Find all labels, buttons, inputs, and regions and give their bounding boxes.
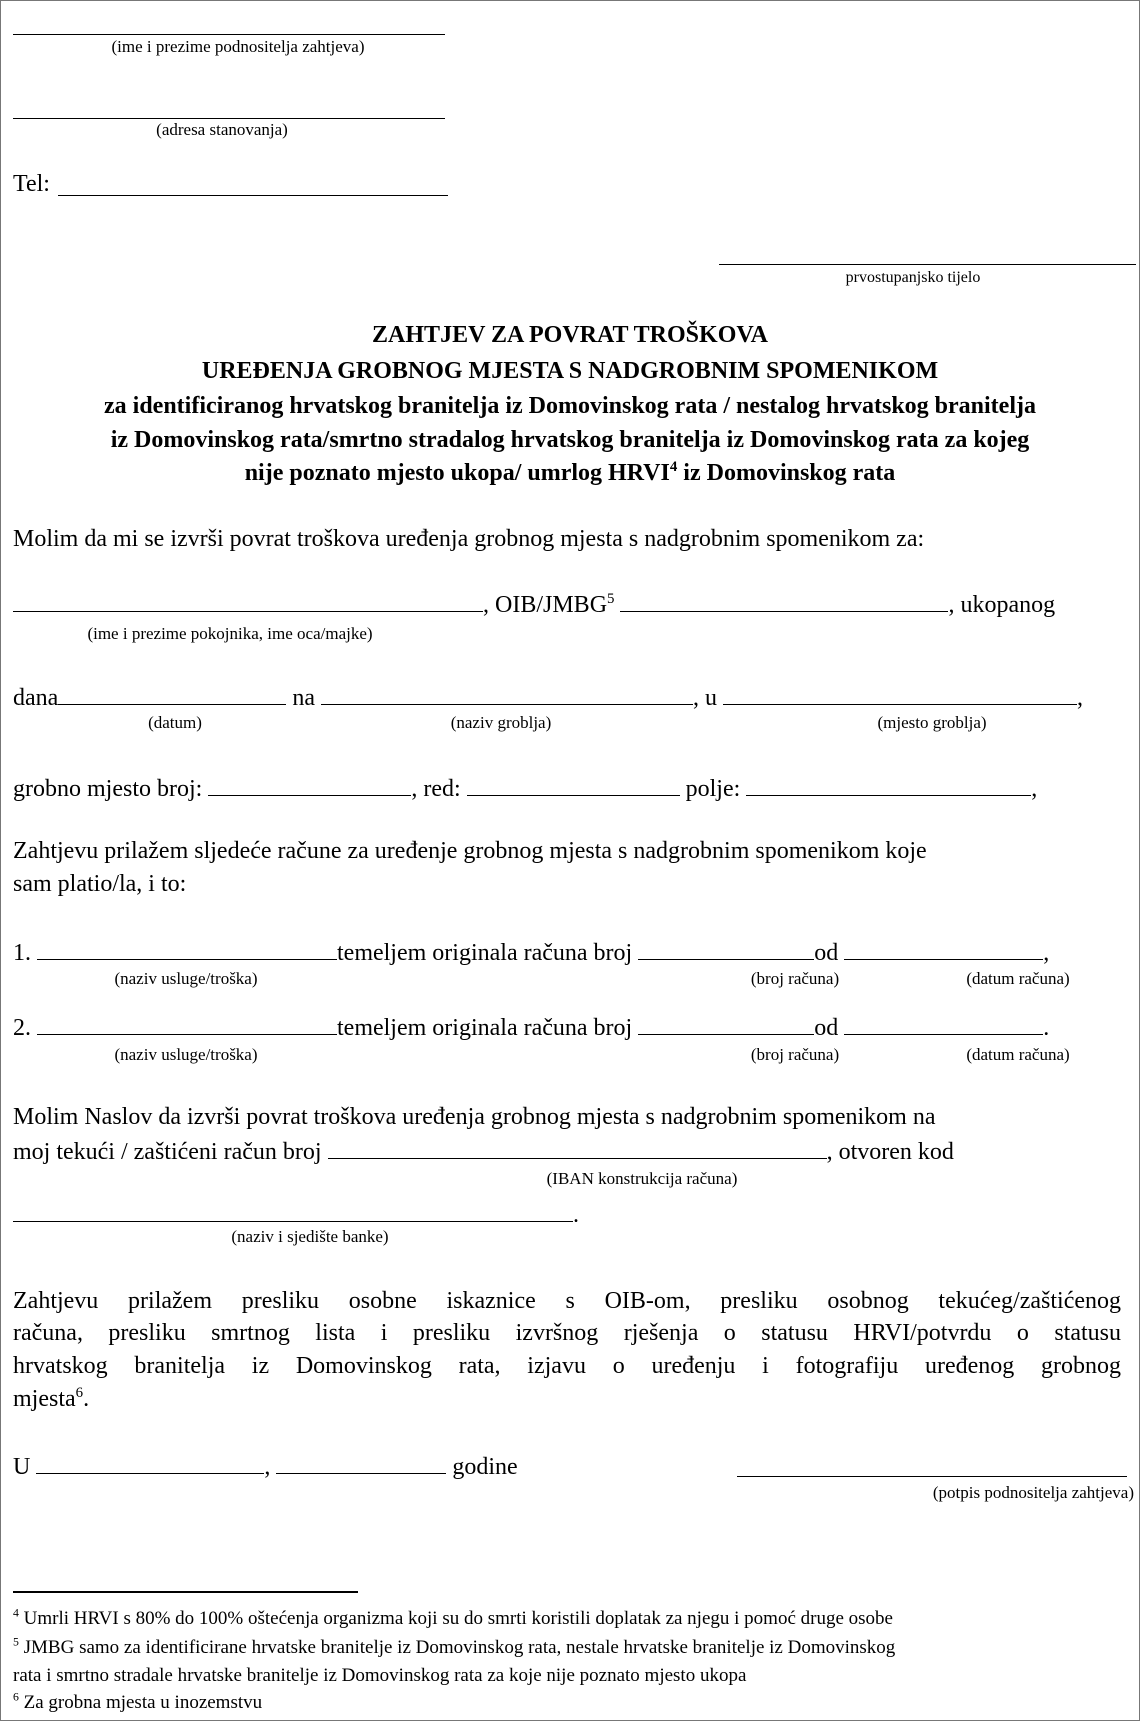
- intro-text: Molim da mi se izvrši povrat troškova uređenja grobnog mjesta s nadgrobnim spomenikom za:: [13, 526, 925, 552]
- deceased-row: [13, 589, 1055, 619]
- deceased-name-field[interactable]: [13, 589, 483, 612]
- service-field[interactable]: [37, 1012, 337, 1035]
- date-label: (datum): [148, 713, 202, 732]
- invoices-intro-2: sam platio/la, i to:: [13, 871, 187, 897]
- cemetery-name-field[interactable]: [321, 682, 693, 705]
- invoice-date-field[interactable]: [844, 937, 1043, 960]
- invoice-row-2: [13, 1012, 1049, 1042]
- year-label: godine: [452, 1454, 518, 1480]
- burial-row: [13, 682, 1083, 712]
- account-label: moj tekući / zaštićeni račun broj: [13, 1139, 322, 1165]
- na-label: na: [292, 685, 315, 711]
- field-field[interactable]: [746, 773, 1031, 796]
- row-label: , red:: [411, 776, 461, 802]
- footnote-num: 6: [13, 1690, 19, 1704]
- footnote-5-cont: [13, 1665, 746, 1687]
- tel-label: Tel:: [13, 171, 50, 197]
- cemetery-place-field[interactable]: [723, 682, 1077, 705]
- footnote-num: 4: [13, 1606, 19, 1620]
- bank-field[interactable]: [13, 1199, 573, 1222]
- address-field[interactable]: [13, 118, 445, 119]
- comma: ,: [1076, 685, 1083, 711]
- service-label: (naziv usluge/troška): [114, 969, 258, 988]
- invoice-date-label: (datum računa): [966, 1045, 1070, 1064]
- open-at-label: , otvoren kod: [826, 1139, 954, 1165]
- iban-field[interactable]: [328, 1136, 827, 1159]
- date-field[interactable]: [276, 1451, 446, 1474]
- title-line-1: ZAHTJEV ZA POVRAT TROŠKOVA: [372, 322, 768, 348]
- bank-label: (naziv i sjedište banke): [231, 1227, 389, 1246]
- invoice-no-field[interactable]: [638, 1012, 814, 1035]
- footnote-text: Umrli HRVI s 80% do 100% oštećenja organizma koji su do smrti koristili doplatak za njegu i pomoć druge osobe: [18, 1608, 893, 1629]
- invoice-number: 2.: [13, 1015, 31, 1041]
- footnote-6: [13, 1692, 262, 1714]
- footnote-4: [13, 1608, 893, 1630]
- od-label: od: [814, 1015, 839, 1041]
- invoice-date-field[interactable]: [844, 1012, 1043, 1035]
- comma: ,: [1031, 776, 1038, 802]
- invoice-row-1: [13, 937, 1049, 967]
- invoice-number: 1.: [13, 940, 31, 966]
- service-label: (naziv usluge/troška): [114, 1045, 258, 1064]
- period: .: [83, 1386, 90, 1412]
- title-line-5b: iz Domovinskog rata: [677, 460, 896, 486]
- attach-line-2: računa, presliku smrtnog lista i presliku izvršnog rješenja o statusu HRVI/potvrdu o statusu: [13, 1320, 1121, 1346]
- punct: .: [1043, 1015, 1050, 1041]
- invoice-text: temeljem originala računa broj: [337, 1015, 633, 1041]
- iban-label: (IBAN konstrukcija računa): [546, 1169, 738, 1188]
- footnote-text: rata i smrtno stradale hrvatske branitelje iz Domovinskog rata za koje nije poznato mjesto ukopa: [13, 1665, 747, 1686]
- deceased-label: (ime i prezime pokojnika, ime oca/majke): [87, 624, 373, 643]
- grave-row: [13, 773, 1037, 803]
- footnote-text: Za grobna mjesta u inozemstvu: [18, 1692, 263, 1713]
- service-field[interactable]: [37, 937, 337, 960]
- burial-date-field[interactable]: [58, 682, 286, 705]
- applicant-name-label: (ime i prezime podnositelja zahtjeva): [111, 37, 365, 56]
- attach-line-1: Zahtjevu prilažem presliku osobne iskaznice s OIB-om, presliku osobnog tekućeg/zaštićenog: [13, 1288, 1121, 1314]
- invoice-text: temeljem originala računa broj: [337, 940, 633, 966]
- field-label: polje:: [685, 776, 741, 802]
- footnote-5: [13, 1637, 895, 1659]
- footnote-ref-6: 6: [75, 1385, 84, 1401]
- place-label: U: [13, 1454, 31, 1480]
- title-line-5: [0, 459, 1140, 487]
- attach-line-3: hrvatskog branitelja iz Domovinskog rata, izjavu o uređenju i fotografiju uređenog grobnog: [13, 1353, 1121, 1379]
- refund-line-2: [13, 1136, 954, 1166]
- place-field[interactable]: [36, 1451, 264, 1474]
- period: .: [573, 1202, 579, 1228]
- signature-field[interactable]: [737, 1476, 1127, 1477]
- footnote-ref-5: 5: [607, 591, 615, 607]
- attach-last-text: mjesta: [13, 1386, 76, 1412]
- title-line-3: za identificiranog hrvatskog branitelja iz Domovinskog rata / nestalog hrvatskog branitelja: [104, 393, 1036, 419]
- tel-field[interactable]: [58, 195, 448, 196]
- applicant-name-field[interactable]: [13, 34, 445, 35]
- invoice-no-label: (broj računa): [750, 1045, 840, 1064]
- footnote-separator: [13, 1591, 358, 1593]
- oib-label: , OIB/JMBG: [483, 592, 608, 618]
- invoice-date-label: (datum računa): [966, 969, 1070, 988]
- comma: ,: [264, 1454, 271, 1480]
- invoice-no-label: (broj računa): [750, 969, 840, 988]
- invoice-no-field[interactable]: [638, 937, 814, 960]
- cemetery-label: (naziv groblja): [450, 713, 552, 732]
- grave-number-label: grobno mjesto broj:: [13, 776, 203, 802]
- signature-label: (potpis podnositelja zahtjeva): [932, 1483, 1134, 1502]
- authority-label: prvostupanjsko tijelo: [845, 269, 981, 286]
- u-label: , u: [692, 685, 717, 711]
- row-field[interactable]: [467, 773, 680, 796]
- authority-field[interactable]: [719, 264, 1136, 265]
- place-date-row: [13, 1451, 518, 1481]
- title-line-2: UREĐENJA GROBNOG MJESTA S NADGROBNIM SPOMENIKOM: [201, 358, 939, 384]
- footnote-ref-4: 4: [669, 459, 678, 475]
- attach-line-4: [13, 1385, 89, 1413]
- footnote-num: 5: [13, 1635, 19, 1649]
- bank-row: [13, 1199, 579, 1229]
- dana-label: dana: [13, 685, 59, 711]
- grave-number-field[interactable]: [208, 773, 411, 796]
- oib-field[interactable]: [620, 589, 948, 612]
- title-line-5a: nije poznato mjesto ukopa/ umrlog HRVI: [244, 460, 670, 486]
- cemetery-place-label: (mjesto groblja): [877, 713, 987, 732]
- footnote-text: JMBG samo za identificirane hrvatske branitelje iz Domovinskog rata, nestale hrvatske branitelje iz Domovinskog: [18, 1637, 896, 1658]
- punct: ,: [1043, 940, 1050, 966]
- title-line-4: iz Domovinskog rata/smrtno stradalog hrvatskog branitelja iz Domovinskog rata za kojeg: [110, 427, 1030, 453]
- address-label: (adresa stanovanja): [156, 120, 288, 139]
- buried-label: , ukopanog: [948, 592, 1056, 618]
- invoices-intro-1: Zahtjevu prilažem sljedeće račune za uređenje grobnog mjesta s nadgrobnim spomenikom koje: [13, 838, 927, 864]
- od-label: od: [814, 940, 839, 966]
- refund-line-1: Molim Naslov da izvrši povrat troškova uređenja grobnog mjesta s nadgrobnim spomenikom na: [13, 1104, 936, 1130]
